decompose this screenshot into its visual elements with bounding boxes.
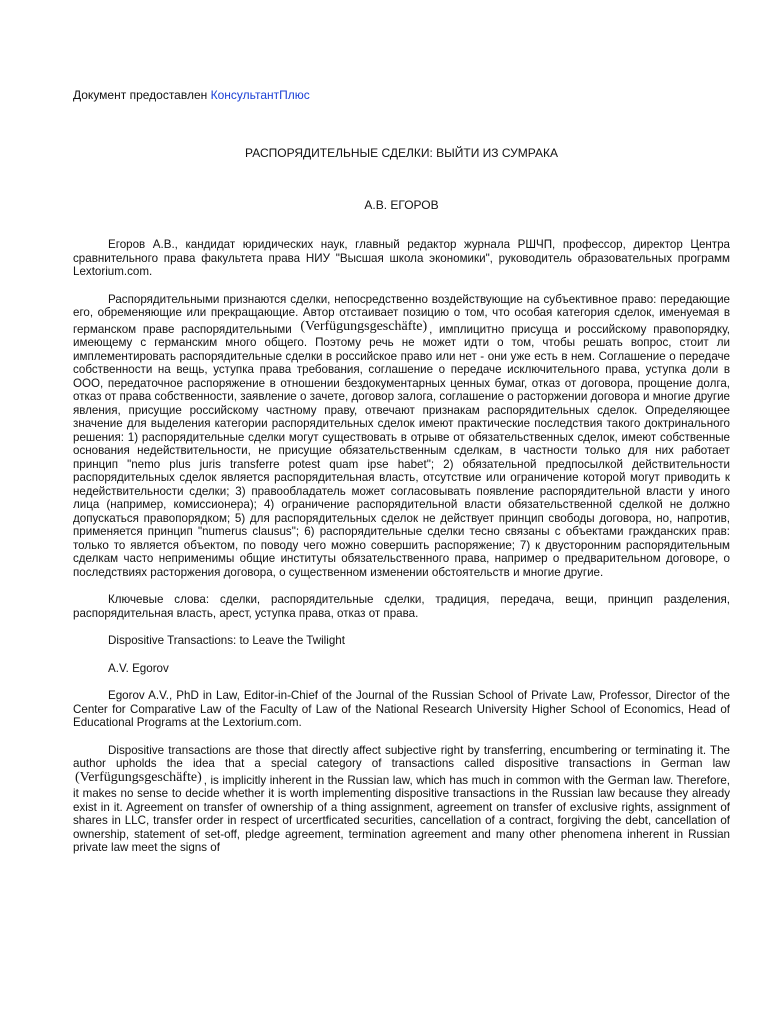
abstract-ru-part1: Распорядительными признаются сделки, непосредственно воздействующие на субъективное право: передающие его, обременяющие или прекращающие. Автор отстаивает позицию о том, что особая категория сделок, именуемая в германском праве распорядительными <box>73 292 730 336</box>
abstract-en <box>73 744 730 855</box>
english-title: Dispositive Transactions: to Leave the Twilight <box>108 634 345 647</box>
document-source-line <box>73 88 310 102</box>
article-body <box>73 238 730 869</box>
abstract-en-part1: Dispositive transactions are those that directly affect subjective right by transferring, encumbering or terminating it. The author upholds the idea that a special category of transactions called dispositive transactions in German law <box>73 743 730 770</box>
keywords-ru: Ключевые слова: сделки, распорядительные сделки, традиция, передача, вещи, принцип разделения, распорядительная власть, арест, уступка права, отказ от права. <box>73 593 730 620</box>
german-term-ru: (Verfügungsgeschäfte) <box>300 318 428 334</box>
german-term-en: (Verfügungsgeschäfte) <box>75 769 202 785</box>
abstract-ru-part2: , имплицитно присуща и российскому правопорядку, имеющему с германским много общего. Поэтому речь не может идти о том, чтобы решать вопрос, стоит ли имплементировать распорядительные сделки в российское право или нет - они уже есть в нем. Соглашение о передаче собственности на вещь, уступка права требования, соглашение о передаче исключительного права, уступка доли в ООО, передаточное распоряжение в отношении бездокументарных ценных бумаг, отказ от договора, прощение долга, отказ от права собственности, заявление о зачете, договор залога, соглашение о расторжении договора и многие другие явления, присущие российскому частному праву, отвечают признакам распорядительных сделок. Определяющее значение для выделения категории распорядительных сделок имеют практические последствия такого доктринального решения: 1) распорядительные сделки могут существовать в отрыве от обязательственных сделок, имеют собственные основания недействительности, не присущие обязательственным сделкам, в частности только для них работает принцип "nemo plus juris transferre potest quam ipse habet"; 2) обязательной предпосылкой действительности распорядительных сделок является распорядительная власть, отсутствие или ограничение которой могут приводить к недействительности сделки; 3) правообладатель может согласовывать появление распорядительной власти у иного лица (например, комиссионера); 4) ограничение распорядительной власти обязательственной сделкой не должно допускаться правопорядком; 5) для распорядительных сделок не действует принцип свободы договора, но, напротив, применяется принцип "numerus clausus"; 6) распорядительные сделки тесно связаны с объектами гражданских прав: только то является объектом, по поводу чего можно совершить распоряжение; 7) к двусторонним распорядительным сделкам часто неприменимы общие институты обязательственного права, например о предварительном договоре, о последствиях расторжения договора, о существенном изменении обстоятельств и многие другие. <box>73 322 730 579</box>
provided-prefix: Документ предоставлен <box>73 88 208 102</box>
article-author: А.В. ЕГОРОВ <box>364 198 439 212</box>
author-bio: Егоров А.В., кандидат юридических наук, главный редактор журнала РШЧП, профессор, директор Центра сравнительного права факультета права НИУ "Высшая школа экономики", руководитель образовательных программ Lextorium.com. <box>73 238 730 278</box>
english-author: A.V. Egorov <box>108 661 169 675</box>
article-title: РАСПОРЯДИТЕЛЬНЫЕ СДЕЛКИ: ВЫЙТИ ИЗ СУМРАКА <box>245 146 558 160</box>
abstract-ru <box>73 293 730 580</box>
abstract-en-part2: , is implicitly inherent in the Russian law, which has much in common with the German law. Therefore, it makes no sense to decide whether it is worth implementing dispositive transactions in the Russian law because they already exist in it. Agreement on transfer of ownership of a thing assignment, agreement on transfer of exclusive rights, assignment of shares in LLC, transfer order in respect of urcertficated securities, cancellation of a contract, forgiving the debt, cancellation of ownership, statement of set-off, pledge agreement, termination agreement and many other phenomena inherent in Russian private law meet the signs of <box>73 773 730 854</box>
author-bio-en: Egorov A.V., PhD in Law, Editor-in-Chief of the Journal of the Russian School of Private Law, Professor, Director of the Center for Comparative Law of the Faculty of Law of the National Research University Higher School of Economics, Head of Educational Programs at the Lextorium.com. <box>73 689 730 729</box>
provider-link[interactable]: КонсультантПлюс <box>210 88 310 102</box>
